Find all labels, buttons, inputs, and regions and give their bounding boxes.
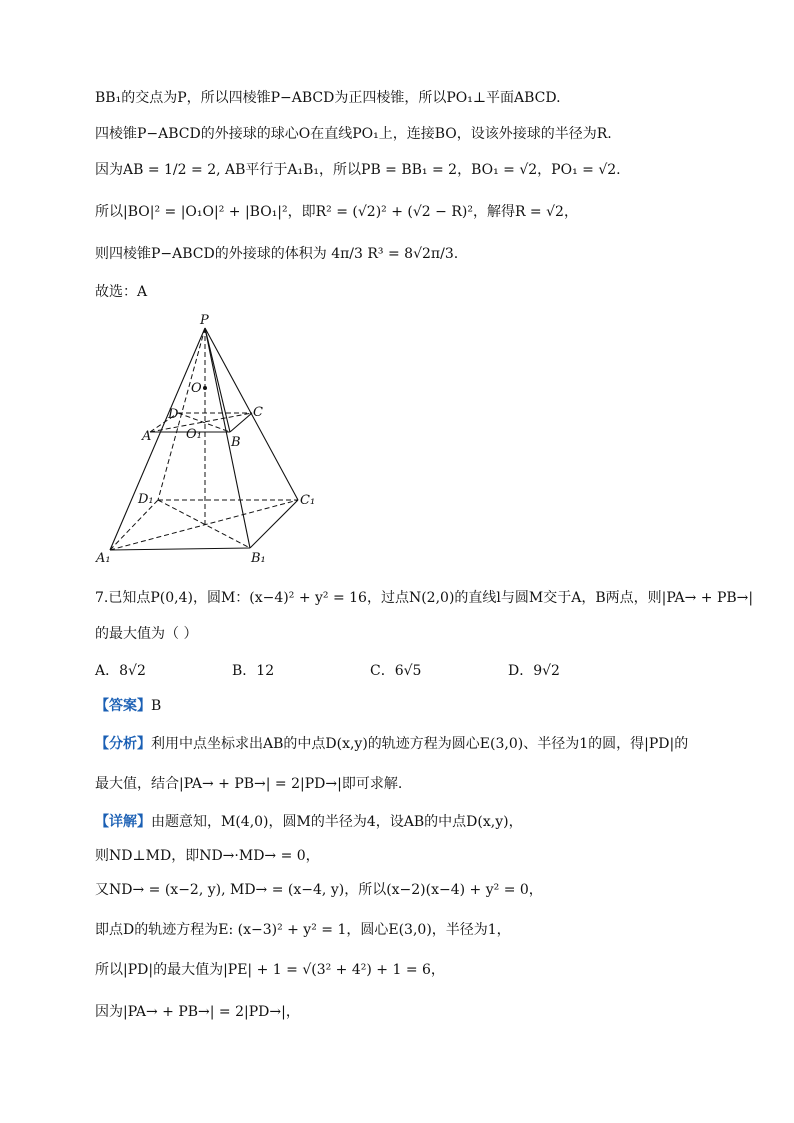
label-B1: B₁: [251, 551, 266, 566]
solution-line-5: 则四棱锥P−ABCD的外接球的体积为 4π/3 R³ = 8√2π/3.: [95, 246, 459, 262]
option-b: B．12: [232, 663, 275, 679]
detail-line-4: 即点D的轨迹方程为E: (x−3)² + y² = 1，圆心E(3,0)，半径为1，: [95, 922, 511, 938]
label-D: D: [168, 407, 179, 422]
label-O: O: [191, 381, 202, 396]
label-A: A: [142, 429, 152, 444]
question-stem: 7.已知点P(0,4)，圆M：(x−4)² + y² = 16，过点N(2,0)的直线l与圆M交于A，B两点，则|PA→ + PB→|: [95, 590, 754, 606]
label-B: B: [231, 435, 241, 450]
label-P: P: [200, 313, 209, 328]
answer-value: B: [151, 698, 162, 714]
analysis-tag: 【分析】: [95, 736, 151, 752]
detail-line-6: 因为|PA→ + PB→| = 2|PD→|，: [95, 1004, 300, 1020]
detail-line-3: 又ND→ = (x−2, y), MD→ = (x−4, y)，所以(x−2)(x−4) + y² = 0，: [95, 882, 543, 898]
option-c: C．6√5: [370, 663, 422, 679]
detail-line-2: 则ND⊥MD，即ND→·MD→ = 0，: [95, 848, 320, 864]
label-O1: O₁: [186, 427, 202, 442]
answer-choice-line: 故选：A: [95, 284, 148, 300]
detail-tag: 【详解】: [95, 814, 151, 830]
solution-line-1: BB₁的交点为P，所以四棱锥P−ABCD为正四棱锥，所以PO₁⊥平面ABCD.: [95, 90, 561, 106]
solution-line-3: 因为AB = 1/2 = 2, AB平行于A₁B₁，所以PB = BB₁ = 2，BO₁ = √2，PO₁ = √2.: [95, 162, 621, 178]
analysis-line-2: 最大值，结合|PA→ + PB→| = 2|PD→|即可求解.: [95, 776, 403, 792]
option-a: A．8√2: [95, 663, 146, 679]
answer-tag: 【答案】: [95, 698, 151, 714]
label-C: C: [253, 405, 263, 420]
detail-line-1: 【详解】由题意知，M(4,0)，圆M的半径为4，设AB的中点D(x,y)，: [95, 814, 523, 830]
solution-line-4: 所以|BO|² = |O₁O|² + |BO₁|²，即R² = (√2)² + (√2 − R)²，解得R = √2，: [95, 204, 578, 220]
label-A1: A₁: [96, 551, 111, 566]
detail-line-5: 所以|PD|的最大值为|PE| + 1 = √(3² + 4²) + 1 = 6，: [95, 962, 445, 978]
answer-line: [95, 696, 161, 716]
solution-line-2: 四棱锥P−ABCD的外接球的球心O在直线PO₁上，连接BO，设该外接球的半径为R.: [95, 126, 612, 142]
label-C1: C₁: [300, 493, 316, 508]
label-D1: D₁: [138, 492, 154, 507]
question-stem-cont: 的最大值为（ ）: [95, 626, 198, 642]
option-d: D．9√2: [508, 663, 560, 679]
analysis-line-1: 【分析】利用中点坐标求出AB的中点D(x,y)的轨迹方程为圆心E(3,0)、半径为1的圆，得|PD|的: [95, 736, 689, 752]
